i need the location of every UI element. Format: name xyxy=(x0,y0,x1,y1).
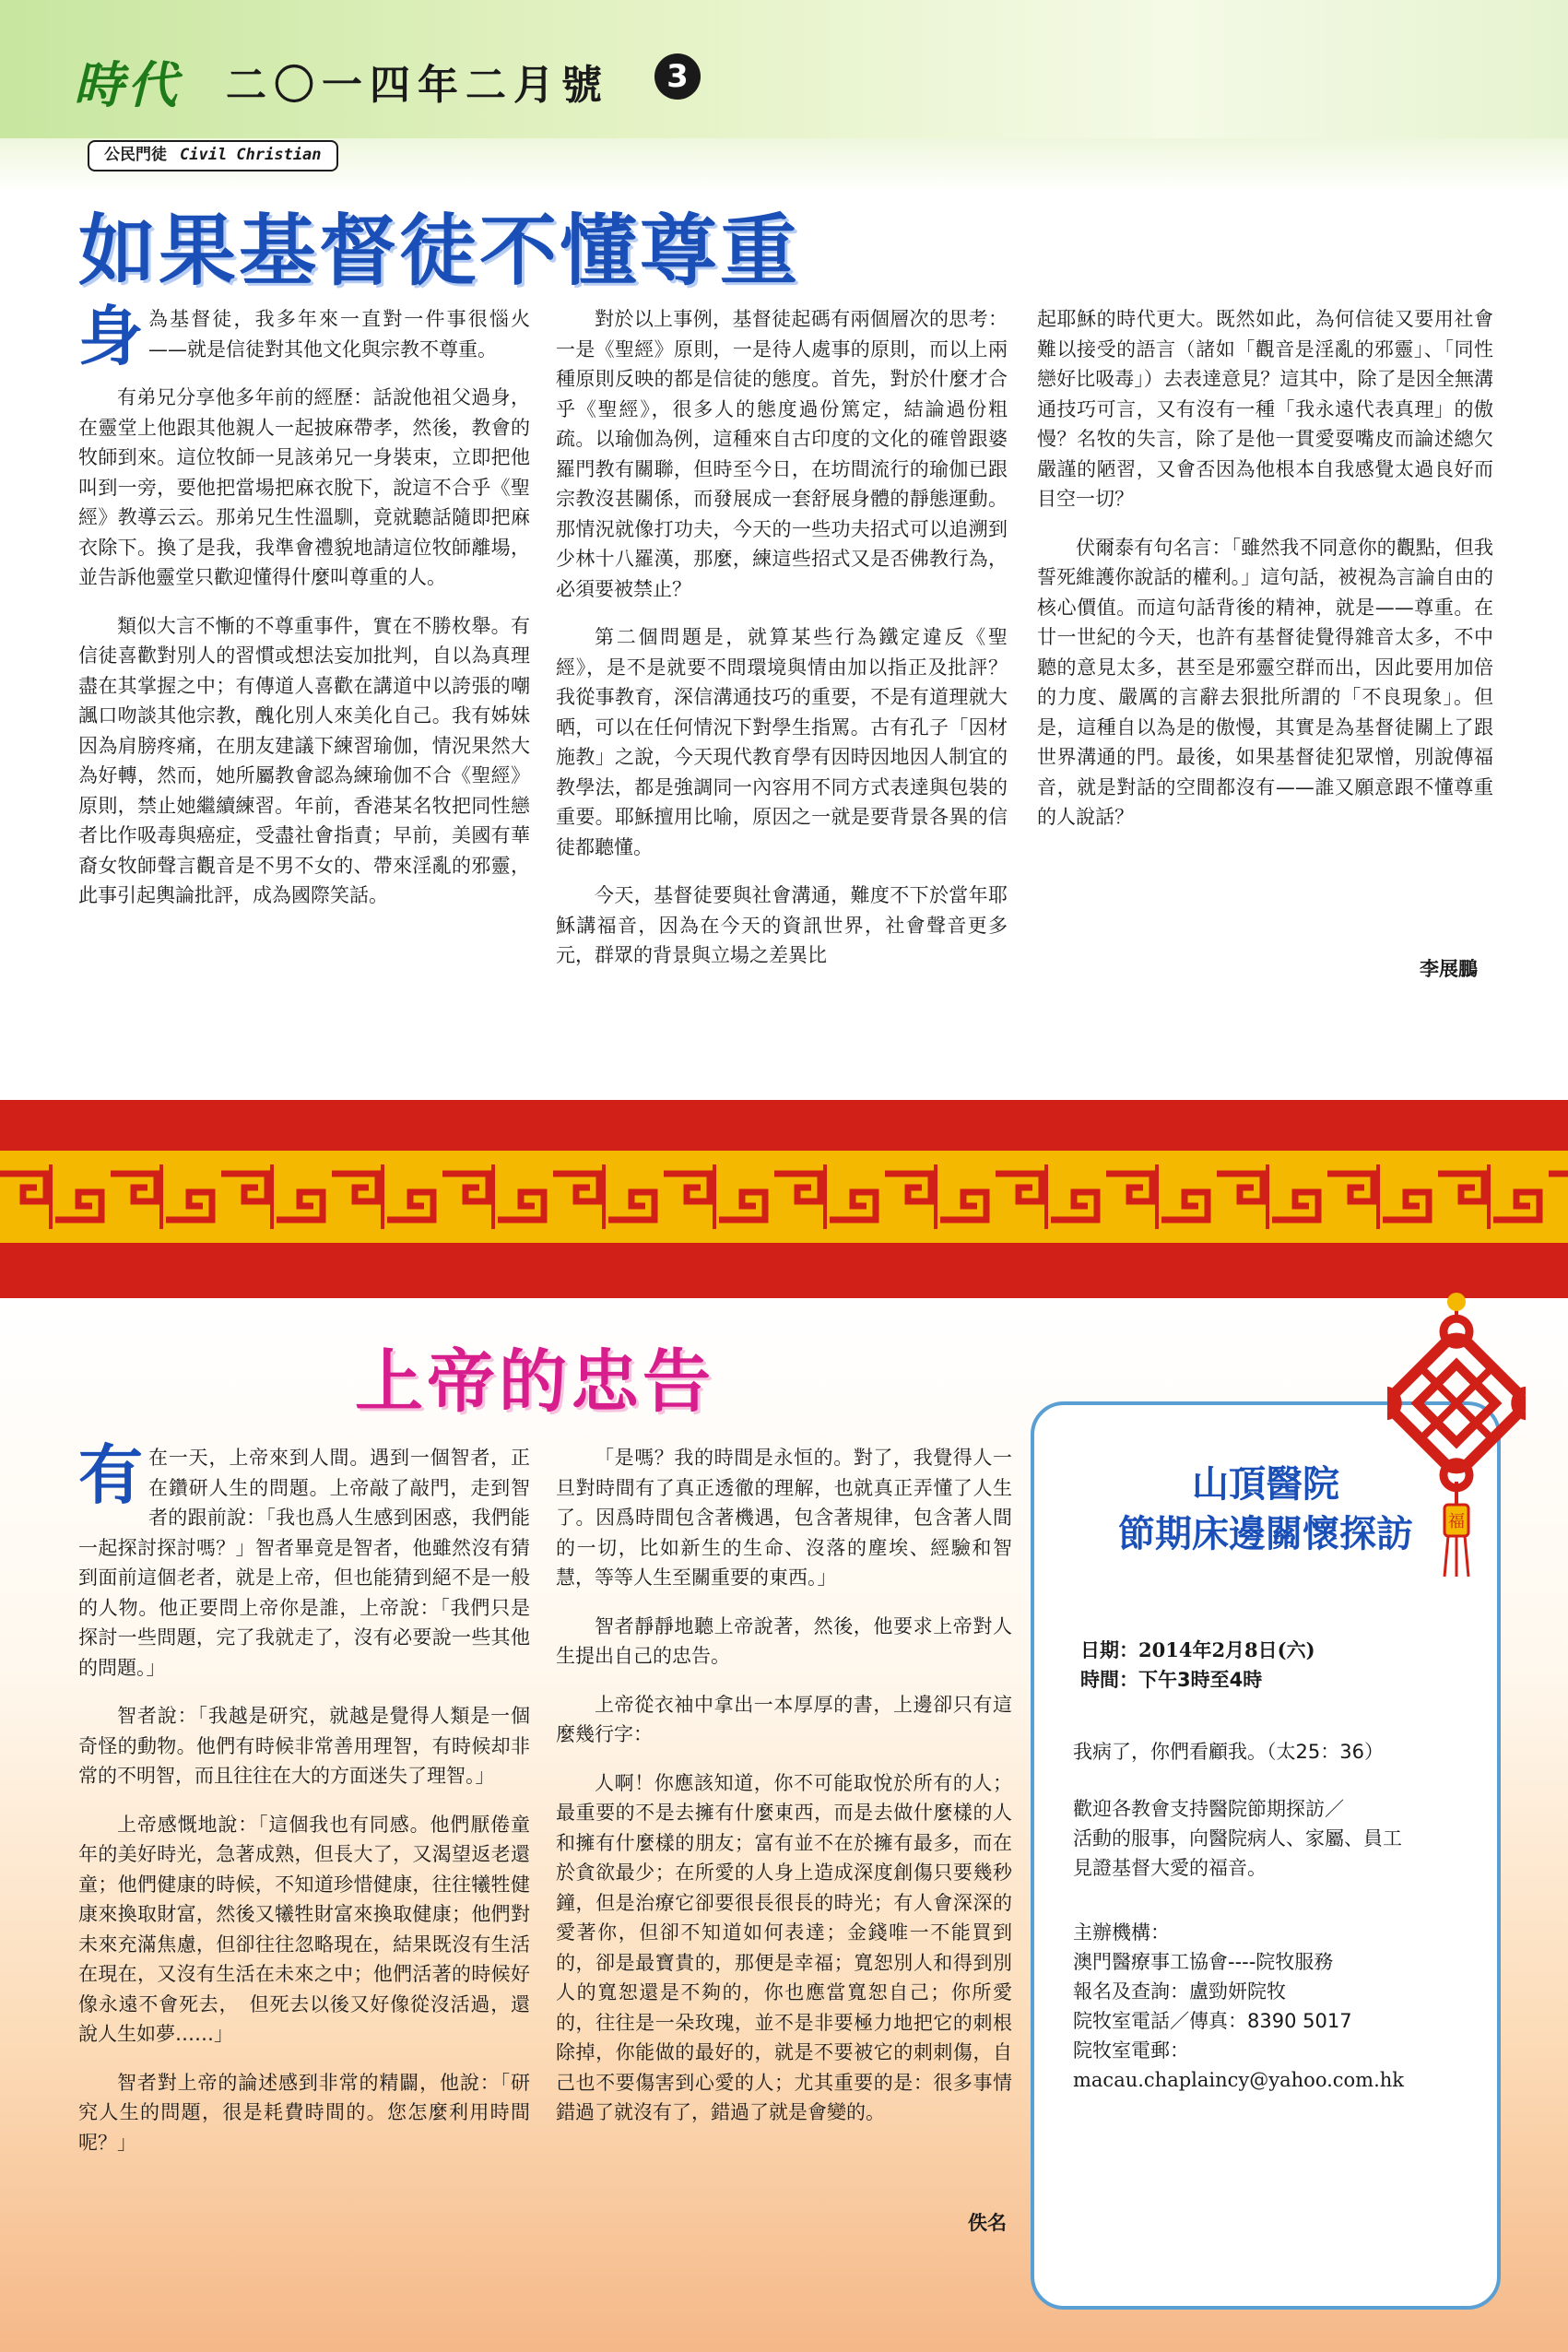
infobox-title-line1: 山頂醫院 xyxy=(1192,1463,1339,1506)
infobox-invite-line2: 活動的服事，向醫院病人、家屬、員工 xyxy=(1073,1827,1402,1850)
page-number: 3 xyxy=(654,53,701,100)
article2-paragraph: 人啊！你應該知道，你不可能取悅於所有的人；最重要的不是去擁有什麼東西，而是去做什麼樣的人和擁有什麼樣的朋友；富有並不在於擁有最多，而在於貪欲最少；在所愛的人身上造成深度創傷只要幾秒鐘，但是治療它卻要很長很長的時光；有人會深深的愛著你，但卻不知道如何表達；金錢唯一不能買到的，卻是最寶貴的，那便是幸福；寬恕別人和得到別人的寬恕還是不夠的，你也應當寬恕自己；你所愛的，往往是一朵玫瑰，並不是非要極力地把它的刺根除掉，你能做的最好的，就是不要被它的刺刺傷，自己也不要傷害到心愛的人；尤其重要的是：很多事情錯過了就沒有了，錯過了就是會變的。 xyxy=(556,1771,1012,2123)
section-tag-en: Civil Christian xyxy=(180,146,322,164)
article1-column-1 xyxy=(78,298,530,929)
article2-paragraph: 智者說：「我越是研究，就越是覺得人類是一個奇怪的動物。他們有時候非常善用理智，有時候却非常的不明智，而且往往在大的方面迷失了理智。」 xyxy=(78,1705,530,1787)
article2-dropcap: 有 xyxy=(78,1436,143,1513)
infobox-phone: 院牧室電話／傳真：8390 5017 xyxy=(1073,2010,1352,2032)
section-tag xyxy=(88,140,338,171)
article1-paragraph: 今天，基督徒要與社會溝通，難度不下於當年耶穌講福音，因為在今天的資訊世界，社會聲音更多元，群眾的背景與立場之差異比 xyxy=(556,884,1008,966)
decorative-banner xyxy=(0,1100,1568,1298)
article2-column-1 xyxy=(78,1436,530,2176)
article2-paragraph: 上帝從衣袖中拿出一本厚厚的書，上邊卻只有這麼幾行字： xyxy=(556,1693,1012,1745)
masthead-brand: 時代 xyxy=(74,55,181,114)
article2-title: 上帝的忠告 xyxy=(355,1342,714,1422)
article2-column-2 xyxy=(556,1443,1012,2146)
infobox-contact: 報名及查詢：盧勁妍院牧 xyxy=(1073,1980,1286,2003)
article2-paragraph: 有在一天，上帝來到人間。遇到一個智者，正在鑽研人生的問題。上帝敲了敲門，走到智者的跟前說：「我也爲人生感到困惑，我們能一起探討探討嗎？」智者畢竟是智者，他雖然沒有猜到面前這個老者，就是上帝，但也能猜到絕不是一般的人物。他正要問上帝你是誰，上帝說：「我們只是探討一些問題，完了我就走了，沒有必要說一些其他的問題。」 xyxy=(78,1436,530,1679)
article1-paragraph: 有弟兄分享他多年前的經歷：話說他祖父過身，在靈堂上他跟其他親人一起披麻帶孝，然後，教會的牧師到來。這位牧師一見該弟兄一身裝束，立即把他叫到一旁，要他把當場把麻衣脫下，說這不合乎《聖經》教導云云。那弟兄生性溫馴，竟就聽話隨即把麻衣除下。換了是我，我準會禮貌地請這位牧師離場，並告訴他靈堂只歡迎懂得什麼叫尊重的人。 xyxy=(78,386,530,588)
article1-title: 如果基督徒不懂尊重 xyxy=(78,206,801,296)
article2-paragraph: 「是嗎？我的時間是永恒的。對了，我覺得人一旦對時間有了真正透徹的理解，也就真正弄懂了人生了。因爲時間包含著機遇，包含著規律，包含著人間的一切，比如新生的生命、沒落的塵埃、經驗和智慧，等等人生至關重要的東西。」 xyxy=(556,1447,1012,1589)
article1-paragraph: 身為基督徒，我多年來一直對一件事很惱火——就是信徒對其他文化與宗教不尊重。 xyxy=(78,298,530,374)
article2-author: 佚名 xyxy=(968,2212,1007,2234)
infobox-email: macau.chaplaincy@yahoo.com.hk xyxy=(1073,2069,1405,2091)
article1-author: 李展鵬 xyxy=(1420,958,1478,980)
infobox-invite-line3: 見證基督大愛的福音。 xyxy=(1073,1857,1267,1879)
article2-paragraph: 上帝感慨地說：「這個我也有同感。他們厭倦童年的美好時光，急著成熟，但長大了，又渴望返老還童；他們健康的時候，不知道珍惜健康，往往犧牲健康來換取財富，然後又犧牲財富來換取健康；他們對未來充滿焦慮，但卻往往忽略現在，結果既沒有生活在現在，又沒有生活在未來之中；他們活著的時候好像永遠不會死去， 但死去以後又好像從沒活過，還說人生如夢……」 xyxy=(78,1813,530,2045)
infobox-invite-line1: 歡迎各教會支持醫院節期探訪／ xyxy=(1073,1798,1344,1820)
infobox-email-label: 院牧室電郵： xyxy=(1073,2039,1189,2062)
article1-column-2 xyxy=(556,304,1008,989)
article1-paragraph: 伏爾泰有句名言：「雖然我不同意你的觀點，但我誓死維護你說話的權利。」這句話，被視為言論自由的核心價值。而這句話背後的精神，就是——尊重。在廿一世紀的今天，也許有基督徒覺得雜音太多，不中聽的意見太多，甚至是邪靈空群而出，因此要用加倍的力度、嚴厲的言辭去狠批所謂的「不良現象」。但是，這種自以為是的傲慢，其實是為基督徒關上了跟世界溝通的門。最後，如果基督徒犯眾憎，別說傳福音，就是對話的空間都沒有——誰又願意跟不懂尊重的人說話？ xyxy=(1037,536,1493,828)
article1-paragraph: 起耶穌的時代更大。既然如此，為何信徒又要用社會難以接受的語言（諸如「觀音是淫亂的邪靈」、「同性戀好比吸毒」）去表達意見？這其中，除了是因全無溝通技巧可言，又有沒有一種「我永遠代表真理」的傲慢？名牧的失言，除了是他一貫愛耍嘴皮而論述總欠嚴謹的陋習，又會否因為他根本自我感覺太過良好而目空一切？ xyxy=(1037,308,1493,510)
article2-paragraph: 智者對上帝的論述感到非常的精闢，他說：「研究人生的問題，很是耗費時間的。您怎麼利用時間呢？」 xyxy=(78,2071,530,2154)
article1-paragraph: 第二個問題是，就算某些行為鐵定違反《聖經》，是不是就要不問環境與情由加以指正及批評？我從事教育，深信溝通技巧的重要，不是有道理就大晒，可以在任何情況下對學生指罵。古有孔子「因材施教」之說，今天現代教育學有因時因地因人制宜的教學法，都是強調同一內容用不同方式表達與包裝的重要。耶穌擅用比喻，原因之一就是要背景各異的信徒都聽懂。 xyxy=(556,626,1008,858)
infobox-organizer-label: 主辦機構： xyxy=(1073,1921,1170,1944)
banner-fret-pattern xyxy=(0,1164,1568,1229)
article2-paragraph: 智者靜靜地聽上帝說著，然後，他要求上帝對人生提出自己的忠告。 xyxy=(556,1614,1012,1667)
article1-paragraph: 對於以上事例，基督徒起碼有兩個層次的思考：一是《聖經》原則，一是待人處事的原則，而以上兩種原則反映的都是信徒的態度。首先，對於什麼才合乎《聖經》，很多人的態度過份篤定，結論過份粗疏。以瑜伽為例，這種來自古印度的文化的確曾跟婆羅門教有關聯，但時至今日，在坊間流行的瑜伽已跟宗教沒甚關係，而發展成一套舒展身體的靜態運動。那情況就像打功夫，今天的一些功夫招式可以追溯到少林十八羅漢，那麼，練這些招式又是否佛教行為，必須要被禁止？ xyxy=(556,308,1008,600)
section-tag-zh: 公民門徒 xyxy=(104,146,167,164)
article1-column-3 xyxy=(1037,304,1493,851)
infobox-date: 日期：2014年2月8日(六) xyxy=(1080,1638,1315,1661)
article1-paragraph: 類似大言不慚的不尊重事件，實在不勝枚舉。有信徒喜歡對別人的習慣或想法妄加批判，自以為真理盡在其掌握之中；有傳道人喜歡在講道中以誇張的嘲諷口吻談其他宗教，醜化別人來美化自己。我有姊妹因為肩膀疼痛，在朋友建議下練習瑜伽，情況果然大為好轉，然而，她所屬教會認為練瑜伽不合《聖經》原則，禁止她繼續練習。年前，香港某名牧把同性戀者比作吸毒與癌症，受盡社會指責；早前，美國有華裔女牧師聲言觀音是不男不女的、帶來淫亂的邪靈，此事引起輿論批評，成為國際笑話。 xyxy=(78,614,530,906)
knot-charm-text: 福 xyxy=(1448,1512,1465,1531)
masthead-date: 二〇一四年二月號 xyxy=(226,62,609,109)
chinese-knot-icon xyxy=(1387,1283,1526,1578)
infobox-organizer: 澳門醫療事工協會----院牧服務 xyxy=(1073,1951,1334,1973)
infobox-title-line2: 節期床邊關懷探訪 xyxy=(1118,1513,1413,1555)
infobox-verse: 我病了，你們看顧我。（太25：36） xyxy=(1073,1741,1384,1763)
infobox-time: 時間：下午3時至4時 xyxy=(1080,1669,1263,1691)
article1-dropcap: 身 xyxy=(78,298,143,374)
